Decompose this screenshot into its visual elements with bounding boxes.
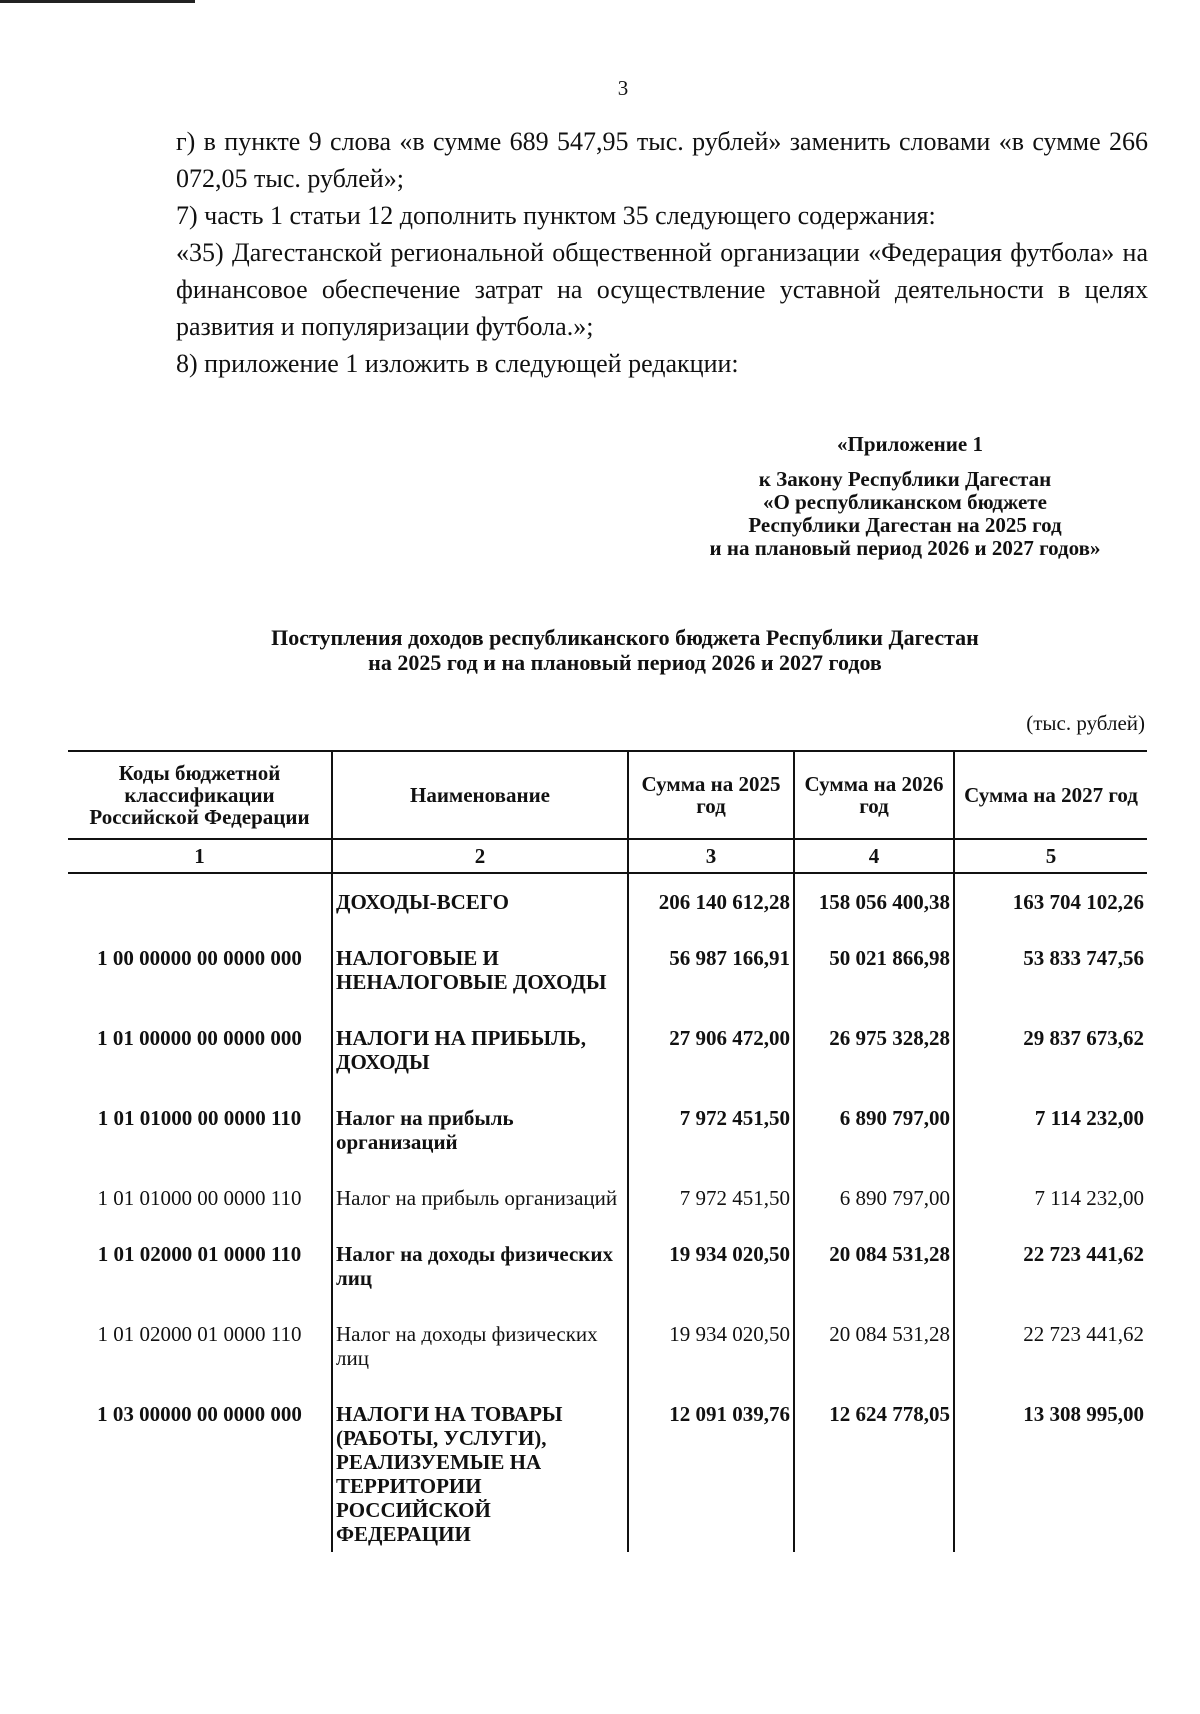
column-number: 3 [628, 839, 794, 873]
header-code: Коды бюджетной классификации Российской Федерации [68, 751, 332, 839]
table-row [68, 1014, 1147, 1094]
row-sum-2027: 7 114 232,00 [954, 1174, 1147, 1230]
table-row [68, 1230, 1147, 1310]
row-sum-2026: 26 975 328,28 [794, 1014, 954, 1094]
row-code: 1 01 02000 01 0000 110 [68, 1310, 332, 1390]
paragraph-8 [108, 345, 1148, 382]
row-sum-2025: 27 906 472,00 [628, 1014, 794, 1094]
row-name: НАЛОГОВЫЕ И НЕНАЛОГОВЫЕ ДОХОДЫ [332, 934, 628, 1014]
paragraph-g-text: г) в пункте 9 слова «в сумме 689 547,95 тыс. рублей» заменить словами «в сумме 266 072,05 тыс. рублей»; [176, 127, 1148, 193]
table-title-line: на 2025 год и на плановый период 2026 и 2027 годов [368, 650, 882, 675]
appendix-title: «Приложение 1 [837, 432, 983, 456]
row-sum-2026: 6 890 797,00 [794, 1174, 954, 1230]
row-sum-2027: 22 723 441,62 [954, 1310, 1147, 1390]
row-code: 1 03 00000 00 0000 000 [68, 1390, 332, 1552]
row-sum-2026: 20 084 531,28 [794, 1310, 954, 1390]
row-sum-2026: 158 056 400,38 [794, 873, 954, 934]
table-title [100, 625, 1150, 675]
paragraph-35-text: «35) Дагестанской региональной общественной организации «Федерация футбола» на финансовое обеспечение затрат на осуществление уставной деятельности в целях развития и популяризации футбола.»; [176, 238, 1148, 341]
row-code: 1 01 02000 01 0000 110 [68, 1230, 332, 1310]
row-sum-2025: 7 972 451,50 [628, 1174, 794, 1230]
row-name: Налог на доходы физических лиц [332, 1310, 628, 1390]
table-row [68, 1310, 1147, 1390]
column-number: 5 [954, 839, 1147, 873]
row-sum-2025: 56 987 166,91 [628, 934, 794, 1014]
paragraph-35 [108, 234, 1148, 345]
row-sum-2027: 29 837 673,62 [954, 1014, 1147, 1094]
header-sum-2027: Сумма на 2027 год [954, 751, 1147, 839]
revenue-table [68, 750, 1147, 1552]
row-sum-2025: 19 934 020,50 [628, 1310, 794, 1390]
row-code: 1 01 00000 00 0000 000 [68, 1014, 332, 1094]
table-row [68, 1094, 1147, 1174]
table-row [68, 1174, 1147, 1230]
paragraph-7 [108, 197, 1148, 234]
appendix-line: и на плановый период 2026 и 2027 годов» [709, 536, 1101, 560]
units-label: (тыс. рублей) [1026, 711, 1145, 735]
table-title-line: Поступления доходов республиканского бюджета Республики Дагестан [271, 625, 979, 650]
row-sum-2026: 50 021 866,98 [794, 934, 954, 1014]
row-sum-2027: 13 308 995,00 [954, 1390, 1147, 1552]
header-name: Наименование [332, 751, 628, 839]
appendix-body [670, 468, 1140, 560]
row-name: НАЛОГИ НА ТОВАРЫ (РАБОТЫ, УСЛУГИ), РЕАЛИЗУЕМЫЕ НА ТЕРРИТОРИИ РОССИЙСКОЙ ФЕДЕРАЦИИ [332, 1390, 628, 1552]
row-sum-2027: 22 723 441,62 [954, 1230, 1147, 1310]
row-name: НАЛОГИ НА ПРИБЫЛЬ, ДОХОДЫ [332, 1014, 628, 1094]
table-row [68, 873, 1147, 934]
row-code: 1 01 01000 00 0000 110 [68, 1174, 332, 1230]
page-number: 3 [617, 76, 629, 100]
row-code: 1 00 00000 00 0000 000 [68, 934, 332, 1014]
header-sum-2026: Сумма на 2026 год [794, 751, 954, 839]
scan-edge-line [0, 0, 195, 3]
paragraph-7-text: 7) часть 1 статьи 12 дополнить пунктом 35 следующего содержания: [176, 201, 936, 230]
column-number: 4 [794, 839, 954, 873]
column-number-row [68, 839, 1147, 873]
table-row [68, 934, 1147, 1014]
row-sum-2026: 6 890 797,00 [794, 1094, 954, 1174]
table-header-row [68, 751, 1147, 839]
appendix-line: Республики Дагестан на 2025 год [748, 513, 1062, 537]
column-number: 2 [332, 839, 628, 873]
table-row [68, 1390, 1147, 1552]
row-name: Налог на прибыль организаций [332, 1174, 628, 1230]
row-sum-2025: 12 091 039,76 [628, 1390, 794, 1552]
column-number: 1 [68, 839, 332, 873]
row-name: Налог на прибыль организаций [332, 1094, 628, 1174]
row-name: ДОХОДЫ-ВСЕГО [332, 873, 628, 934]
row-sum-2027: 163 704 102,26 [954, 873, 1147, 934]
row-code: 1 01 01000 00 0000 110 [68, 1094, 332, 1174]
row-sum-2026: 20 084 531,28 [794, 1230, 954, 1310]
appendix-line: к Закону Республики Дагестан [758, 467, 1052, 491]
row-name: Налог на доходы физических лиц [332, 1230, 628, 1310]
row-sum-2025: 206 140 612,28 [628, 873, 794, 934]
paragraph-8-text: 8) приложение 1 изложить в следующей редакции: [176, 349, 739, 378]
row-sum-2026: 12 624 778,05 [794, 1390, 954, 1552]
header-sum-2025: Сумма на 2025 год [628, 751, 794, 839]
row-code [68, 873, 332, 934]
appendix-line: «О республиканском бюджете [763, 490, 1047, 514]
row-sum-2027: 53 833 747,56 [954, 934, 1147, 1014]
row-sum-2025: 7 972 451,50 [628, 1094, 794, 1174]
row-sum-2025: 19 934 020,50 [628, 1230, 794, 1310]
row-sum-2027: 7 114 232,00 [954, 1094, 1147, 1174]
paragraph-g [108, 123, 1148, 197]
